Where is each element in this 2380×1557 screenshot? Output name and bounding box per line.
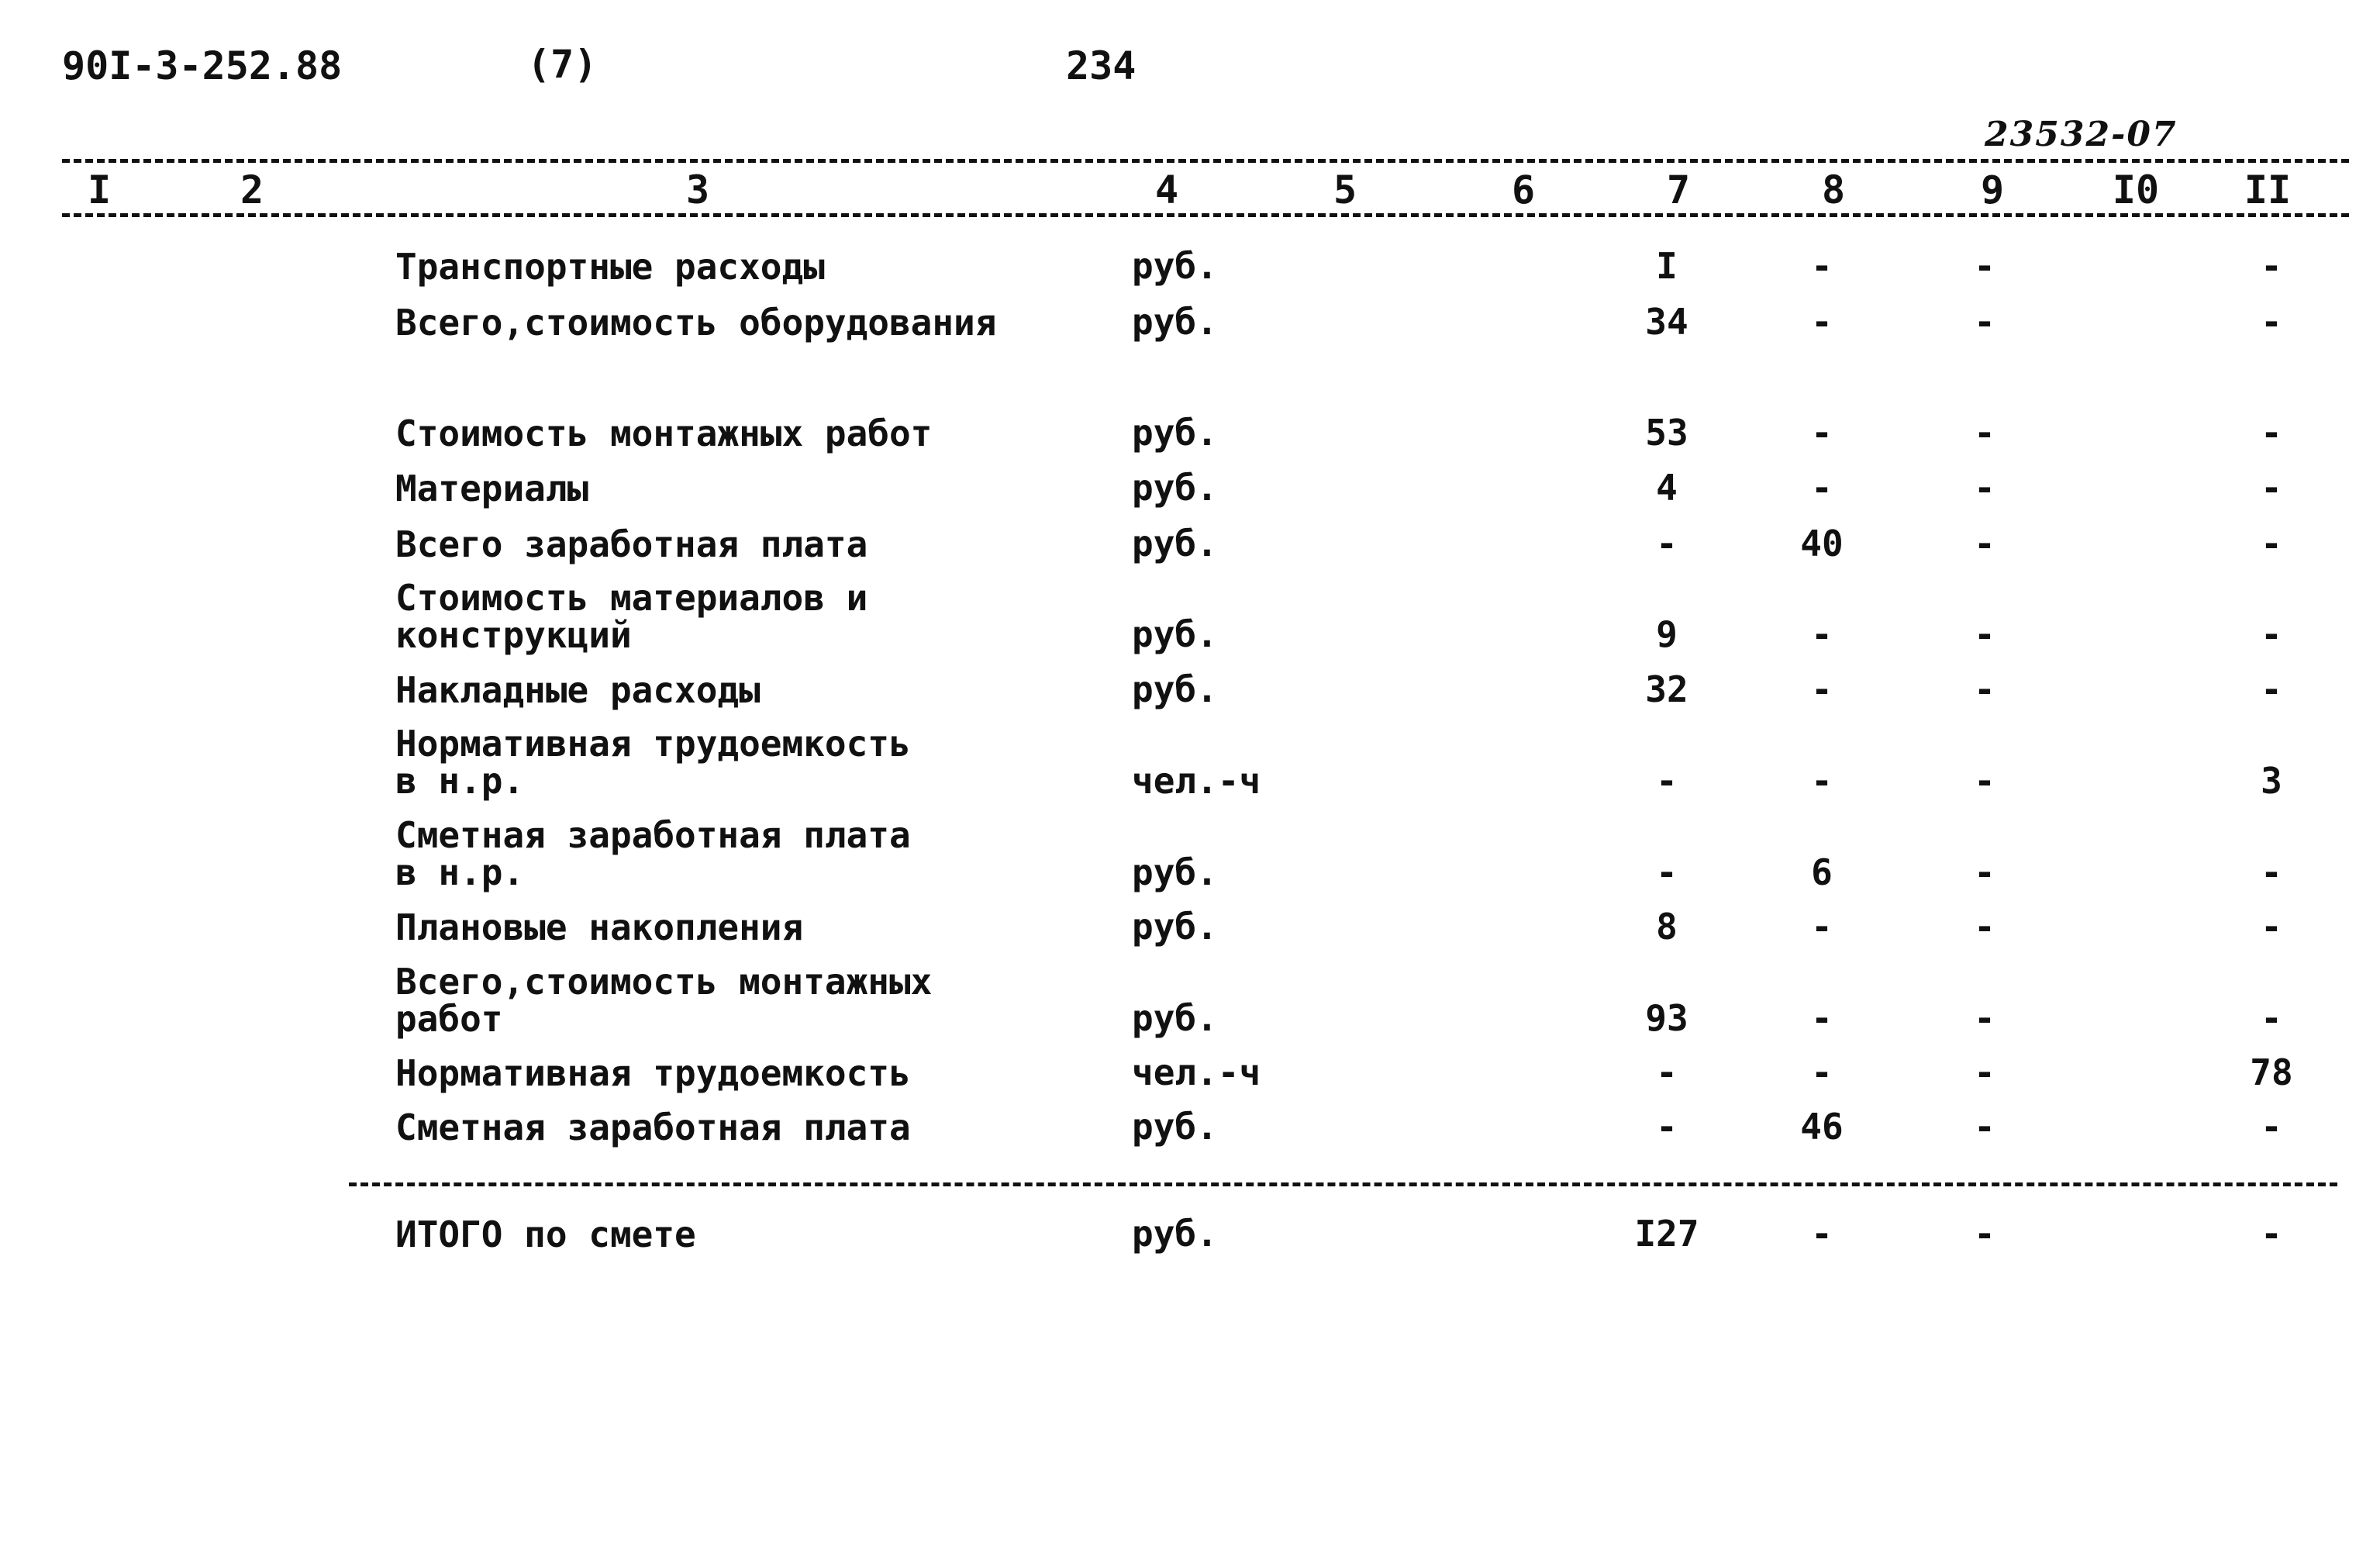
row-name: Стоимость монтажных работ xyxy=(395,413,933,454)
column-number: 9 xyxy=(1980,167,2005,212)
total-col8: - xyxy=(1811,1213,1833,1255)
total-col7: I27 xyxy=(1634,1213,1699,1255)
column-number: 8 xyxy=(1821,167,1846,212)
row-col7: - xyxy=(1656,851,1678,893)
row-name: Всего,стоимость оборудования xyxy=(395,302,997,344)
total-name: ИТОГО по смете xyxy=(395,1213,696,1255)
column-number: I0 xyxy=(2112,167,2160,212)
row-col8: - xyxy=(1811,760,1833,802)
row-unit: чел.-ч xyxy=(1132,1051,1261,1093)
row-col7: 9 xyxy=(1656,613,1678,655)
row-unit: руб. xyxy=(1132,523,1218,564)
column-number: 3 xyxy=(685,167,710,212)
row-col7: - xyxy=(1656,1051,1678,1093)
row-name: Всего заработная плата xyxy=(395,523,868,565)
row-col9: - xyxy=(1974,851,1995,893)
row-col11: - xyxy=(2261,412,2282,454)
row-col9: - xyxy=(1974,1106,1995,1148)
row-col7: 53 xyxy=(1645,412,1688,454)
column-number: 2 xyxy=(240,167,264,212)
sheet-number: (7) xyxy=(527,42,598,87)
row-col11: - xyxy=(2261,467,2282,509)
row-col8: - xyxy=(1811,906,1833,948)
row-col9: - xyxy=(1974,760,1995,802)
row-name: Всего,стоимость монтажных работ xyxy=(395,961,933,1040)
row-unit: руб. xyxy=(1132,997,1218,1039)
column-number: 7 xyxy=(1666,167,1691,212)
row-name: Сметная заработная плата xyxy=(395,1106,911,1148)
row-col11: 78 xyxy=(2250,1051,2293,1093)
row-col7: 32 xyxy=(1645,668,1688,710)
row-name: Материалы xyxy=(395,468,589,509)
row-col9: - xyxy=(1974,668,1995,710)
row-name: Нормативная трудоемкость в н.р. xyxy=(395,723,911,802)
row-name: Плановые накопления xyxy=(395,906,804,948)
row-col7: 93 xyxy=(1645,997,1688,1039)
row-unit: руб. xyxy=(1132,412,1218,454)
row-col8: - xyxy=(1811,301,1833,343)
row-name: Нормативная трудоемкость xyxy=(395,1052,911,1094)
row-col8: - xyxy=(1811,245,1833,287)
row-unit: руб. xyxy=(1132,668,1218,710)
column-number: 6 xyxy=(1511,167,1536,212)
row-col7: - xyxy=(1656,1106,1678,1148)
row-unit: руб. xyxy=(1132,1106,1218,1148)
total-separator-rule xyxy=(349,1182,2337,1186)
row-col9: - xyxy=(1974,997,1995,1039)
row-col7: 34 xyxy=(1645,301,1688,343)
row-col11: - xyxy=(2261,523,2282,564)
row-unit: руб. xyxy=(1132,245,1218,287)
row-col9: - xyxy=(1974,613,1995,655)
row-col11: - xyxy=(2261,245,2282,287)
row-col8: - xyxy=(1811,997,1833,1039)
row-col9: - xyxy=(1974,467,1995,509)
row-name: Накладные расходы xyxy=(395,669,761,711)
row-col8: - xyxy=(1811,1051,1833,1093)
row-unit: руб. xyxy=(1132,906,1218,948)
row-col11: - xyxy=(2261,997,2282,1039)
row-name: Сметная заработная плата в н.р. xyxy=(395,814,911,893)
total-col9: - xyxy=(1974,1213,1995,1255)
column-number: 5 xyxy=(1333,167,1357,212)
row-col9: - xyxy=(1974,412,1995,454)
row-unit: руб. xyxy=(1132,467,1218,509)
row-col11: 3 xyxy=(2261,760,2282,802)
row-col7: - xyxy=(1656,523,1678,564)
row-col7: - xyxy=(1656,760,1678,802)
row-col8: - xyxy=(1811,613,1833,655)
row-col8: 46 xyxy=(1800,1106,1844,1148)
page-number: 234 xyxy=(1066,43,1137,88)
row-col8: 6 xyxy=(1811,851,1833,893)
row-col7: 4 xyxy=(1656,467,1678,509)
handwritten-number: 23532-07 xyxy=(1985,115,2178,154)
row-col9: - xyxy=(1974,301,1995,343)
column-number: II xyxy=(2244,167,2292,212)
row-col8: 40 xyxy=(1800,523,1844,564)
row-col11: - xyxy=(2261,851,2282,893)
column-number: 4 xyxy=(1154,167,1179,212)
total-col11: - xyxy=(2261,1213,2282,1255)
row-col7: I xyxy=(1656,245,1678,287)
row-name: Стоимость материалов и конструкций xyxy=(395,577,868,656)
header-top-rule xyxy=(62,159,2349,163)
document-code: 90I-3-252.88 xyxy=(62,43,343,88)
column-number: I xyxy=(87,167,112,212)
row-unit: руб. xyxy=(1132,301,1218,343)
row-col11: - xyxy=(2261,1106,2282,1148)
row-col9: - xyxy=(1974,245,1995,287)
row-name: Транспортные расходы xyxy=(395,246,825,288)
row-unit: руб. xyxy=(1132,851,1218,893)
header-bottom-rule xyxy=(62,213,2349,217)
row-col11: - xyxy=(2261,906,2282,948)
row-col7: 8 xyxy=(1656,906,1678,948)
row-col9: - xyxy=(1974,523,1995,564)
row-col8: - xyxy=(1811,412,1833,454)
row-col8: - xyxy=(1811,668,1833,710)
row-col9: - xyxy=(1974,906,1995,948)
row-col9: - xyxy=(1974,1051,1995,1093)
row-col11: - xyxy=(2261,668,2282,710)
row-col11: - xyxy=(2261,613,2282,655)
row-unit: чел.-ч xyxy=(1132,760,1261,802)
row-unit: руб. xyxy=(1132,613,1218,655)
total-unit: руб. xyxy=(1132,1213,1218,1255)
row-col8: - xyxy=(1811,467,1833,509)
row-col11: - xyxy=(2261,301,2282,343)
